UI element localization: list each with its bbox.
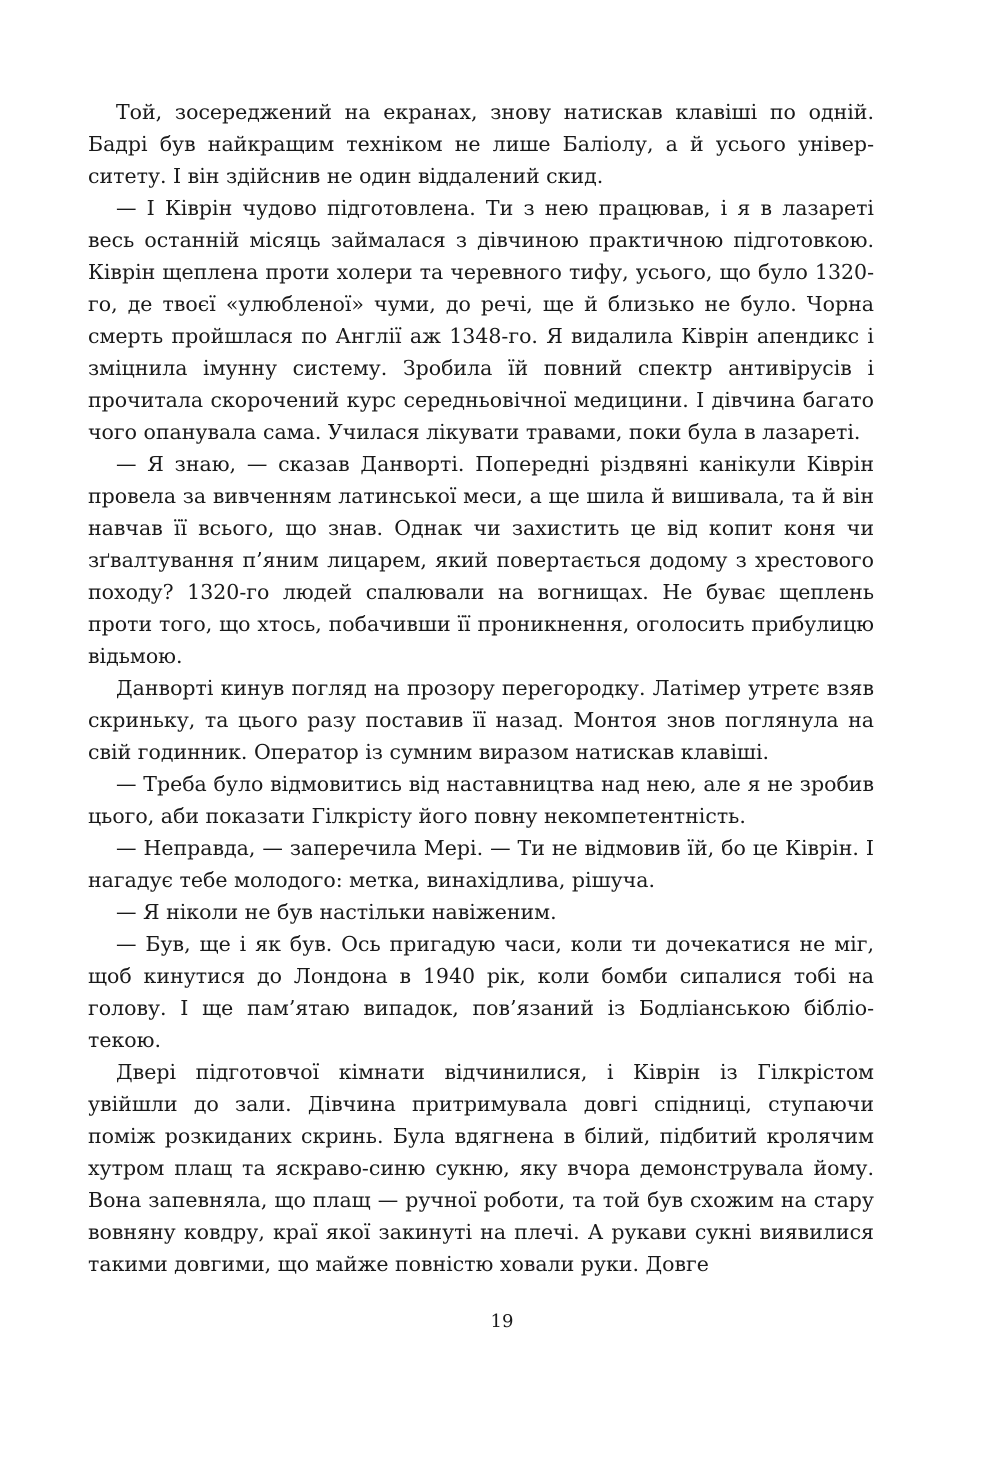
paragraph: — Я ніколи не був настільки навіженим. bbox=[116, 900, 557, 924]
paragraph: — Треба було відмовитись від наставництва над нею, але я не зробив цього, аби показати Гілкрісту його повну некомпетентність. bbox=[88, 772, 874, 828]
paragraph: Двері підготовчої кімнати відчинилися, і Ківрін із Гілкрістом увійшли до зали. Дівчина притримувала довгі спідниці, ступаючи поміж розкиданих скринь. Була вдягнена в білий, підбитий кролячим хутром плащ та яскраво-синю сукню, яку вчора демонструвала йому. Вона запевняла, що плащ — ручної роботи, та той був схожим на стару вовняну ковдру, краї якої закинуті на плечі. А рукави сукні виявилися такими довгими, що майже повністю ховали руки. Довге bbox=[88, 1060, 874, 1276]
paragraph: Той, зосереджений на екранах, знову натискав клавіші по одній. Бадрі був найкращим техніком не лише Баліолу, а й усього університету. І він здійснив не один віддалений скид. bbox=[88, 100, 874, 188]
paragraph: — Був, ще і як був. Ось пригадую часи, коли ти дочекатися не міг, щоб кинутися до Лондона в 1940 рік, коли бомби сипалися тобі на голову. І ще пам’ятаю випадок, пов’язаний із Бодліанською бібліотекою. bbox=[88, 932, 874, 1052]
paragraph: Данворті кинув погляд на прозору перегородку. Латімер утретє взяв скриньку, та цього разу поставив її назад. Монтоя знов поглянула на свій годинник. Оператор із сумним виразом натискав клавіші. bbox=[88, 676, 874, 764]
paragraph: — Я знаю, — сказав Данворті. Попередні різдвяні канікули Ківрін провела за вивченням латинської меси, а ще шила й вишивала, та й він навчав її всього, що знав. Однак чи захистить це від копит коня чи зґвалтування п’яним лицарем, який повертається додому з хрестового походу? 1320-го людей спалювали на вогнищах. Не буває щеплень проти того, що хтось, побачивши її проникнення, оголосить прибулицю відьмою. bbox=[88, 452, 874, 668]
paragraph: — Неправда, — заперечила Мері. — Ти не відмовив їй, бо це Ківрін. І нагадує тебе молодого: метка, винахідлива, рішуча. bbox=[88, 836, 874, 892]
paragraph: — І Ківрін чудово підготовлена. Ти з нею працював, і я в лазареті весь останній місяць займалася з дівчиною практичною підготовкою. Ківрін щеплена проти холери та черевного тифу, усього, що було 1320-го, де твоєї «улюбленої» чуми, до речі, ще й близько не було. Чорна смерть пройшлася по Англії аж 1348-го. Я видалила Ківрін апендикс і зміцнила імунну систему. Зробила їй повний спектр антивірусів і прочитала скорочений курс середньовічної медицини. І дівчина багато чого опанувала сама. Училася лікувати травами, поки була в лазареті. bbox=[88, 196, 874, 444]
page-number: 19 bbox=[490, 1311, 514, 1332]
page-body bbox=[88, 96, 874, 1280]
